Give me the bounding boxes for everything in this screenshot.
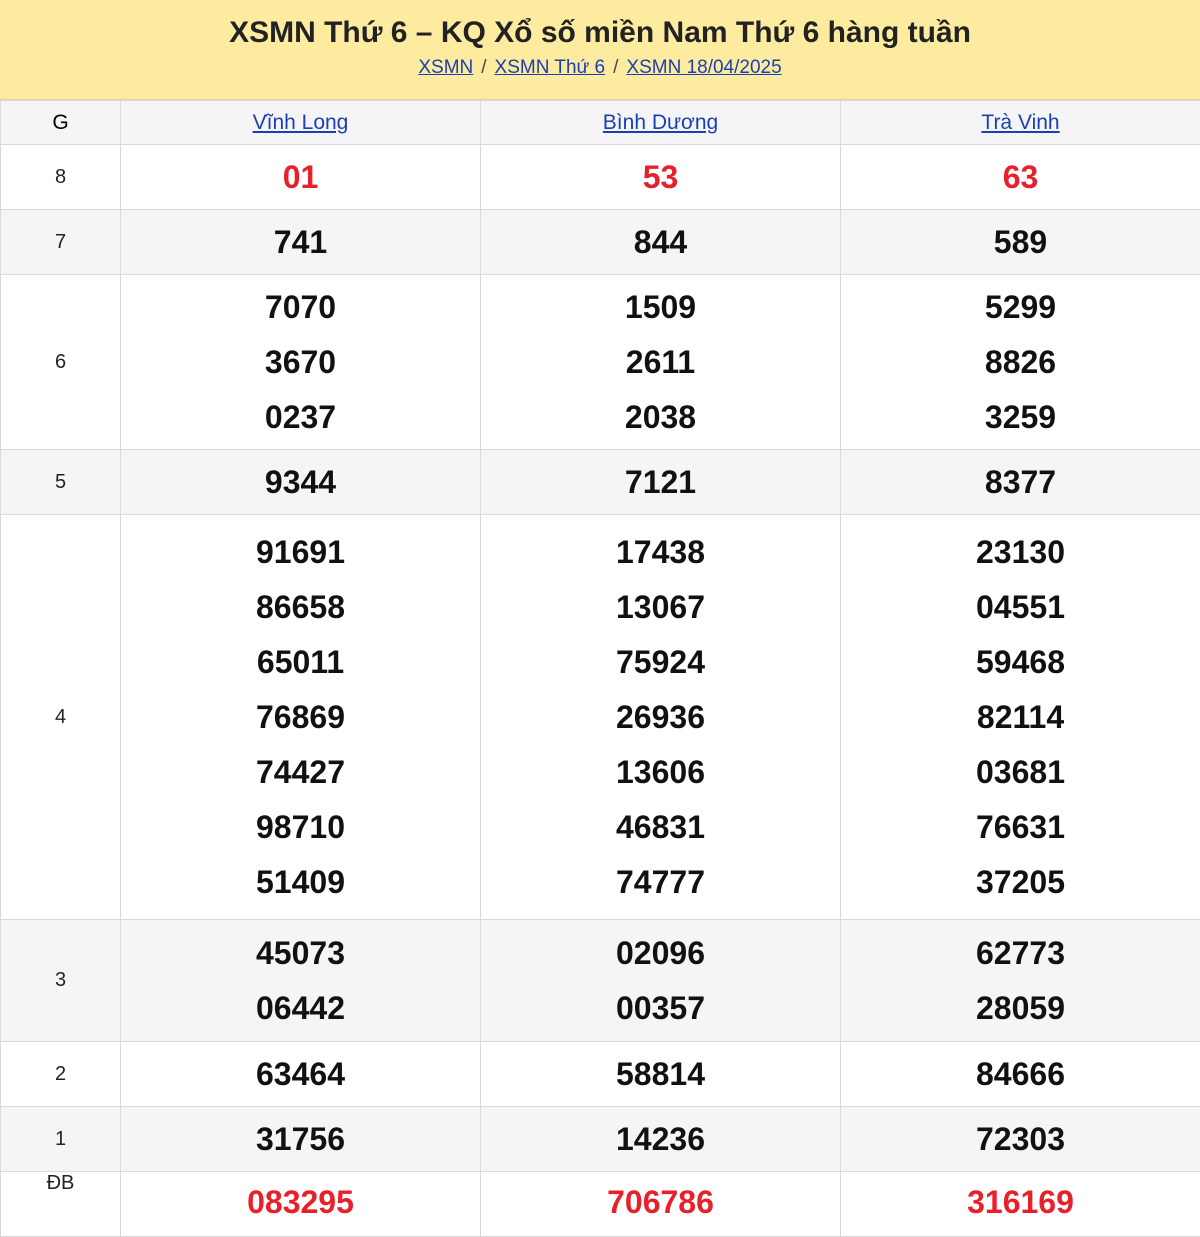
table-header-row	[1, 101, 1200, 145]
province-header-vinh-long	[121, 101, 481, 145]
prize-label: 3	[1, 920, 121, 1042]
result-number: 75924	[481, 635, 840, 690]
prize-row	[1, 275, 1200, 450]
result-cell	[481, 450, 841, 515]
breadcrumb-link-date[interactable]: XSMN 18/04/2025	[626, 57, 781, 78]
result-cell	[121, 210, 481, 275]
result-number: 63	[841, 150, 1200, 205]
result-number: 74427	[121, 745, 480, 800]
result-number: 82114	[841, 690, 1200, 745]
result-number: 0237	[121, 390, 480, 445]
page-header	[0, 0, 1200, 100]
result-number: 59468	[841, 635, 1200, 690]
result-cell	[481, 1172, 841, 1237]
prize-row	[1, 210, 1200, 275]
prize-row	[1, 450, 1200, 515]
result-number: 3670	[121, 335, 480, 390]
province-link-tra-vinh[interactable]: Trà Vinh	[981, 111, 1059, 134]
result-cell	[121, 515, 481, 920]
results-table	[0, 100, 1200, 1237]
result-number: 2038	[481, 390, 840, 445]
result-number: 5299	[841, 280, 1200, 335]
result-number: 00357	[481, 981, 840, 1036]
result-number: 76869	[121, 690, 480, 745]
result-cell	[481, 920, 841, 1042]
result-cell	[481, 515, 841, 920]
province-link-vinh-long[interactable]: Vĩnh Long	[253, 111, 349, 134]
result-number: 13067	[481, 580, 840, 635]
prize-row	[1, 515, 1200, 920]
result-cell	[481, 1107, 841, 1172]
result-number: 84666	[841, 1047, 1200, 1102]
prize-row	[1, 1107, 1200, 1172]
result-number: 65011	[121, 635, 480, 690]
result-cell	[841, 1042, 1200, 1107]
result-number: 74777	[481, 855, 840, 910]
prize-label: 2	[1, 1042, 121, 1107]
result-cell	[481, 145, 841, 210]
result-number: 62773	[841, 926, 1200, 981]
result-cell	[841, 1172, 1200, 1237]
result-cell	[481, 275, 841, 450]
prize-row	[1, 1042, 1200, 1107]
result-number: 53	[481, 150, 840, 205]
prize-label: 6	[1, 275, 121, 450]
result-number: 083295	[121, 1172, 480, 1232]
result-number: 03681	[841, 745, 1200, 800]
prize-row	[1, 920, 1200, 1042]
result-cell	[121, 450, 481, 515]
result-number: 98710	[121, 800, 480, 855]
result-number: 26936	[481, 690, 840, 745]
result-number: 741	[121, 215, 480, 270]
result-number: 3259	[841, 390, 1200, 445]
result-cell	[121, 1172, 481, 1237]
prize-label: 7	[1, 210, 121, 275]
result-number: 8826	[841, 335, 1200, 390]
result-number: 04551	[841, 580, 1200, 635]
result-number: 86658	[121, 580, 480, 635]
result-number: 58814	[481, 1047, 840, 1102]
result-cell	[121, 1042, 481, 1107]
result-number: 706786	[481, 1172, 840, 1232]
results-body	[1, 145, 1200, 1237]
result-number: 2611	[481, 335, 840, 390]
result-number: 76631	[841, 800, 1200, 855]
result-cell	[121, 1107, 481, 1172]
result-cell	[841, 920, 1200, 1042]
breadcrumb-separator: /	[613, 57, 618, 78]
result-cell	[841, 515, 1200, 920]
breadcrumb-separator: /	[481, 57, 486, 78]
result-number: 8377	[841, 455, 1200, 510]
breadcrumb	[0, 57, 1200, 79]
result-number: 72303	[841, 1112, 1200, 1167]
result-number: 91691	[121, 525, 480, 580]
result-number: 14236	[481, 1112, 840, 1167]
result-number: 46831	[481, 800, 840, 855]
prize-label: ĐB	[1, 1172, 121, 1237]
result-number: 7121	[481, 455, 840, 510]
result-cell	[841, 275, 1200, 450]
province-link-binh-duong[interactable]: Bình Dương	[603, 111, 718, 134]
result-cell	[121, 145, 481, 210]
result-number: 17438	[481, 525, 840, 580]
result-cell	[121, 920, 481, 1042]
result-cell	[841, 145, 1200, 210]
result-number: 51409	[121, 855, 480, 910]
result-cell	[481, 210, 841, 275]
result-cell	[481, 1042, 841, 1107]
result-number: 589	[841, 215, 1200, 270]
result-number: 7070	[121, 280, 480, 335]
prize-row	[1, 1172, 1200, 1237]
result-cell	[841, 1107, 1200, 1172]
prize-label: 4	[1, 515, 121, 920]
result-number: 31756	[121, 1112, 480, 1167]
result-cell	[841, 210, 1200, 275]
breadcrumb-link-xsmn[interactable]: XSMN	[418, 57, 473, 78]
result-number: 844	[481, 215, 840, 270]
prize-column-header: G	[1, 101, 121, 145]
result-number: 45073	[121, 926, 480, 981]
result-number: 13606	[481, 745, 840, 800]
result-number: 9344	[121, 455, 480, 510]
result-number: 28059	[841, 981, 1200, 1036]
result-number: 37205	[841, 855, 1200, 910]
result-number: 316169	[841, 1172, 1200, 1232]
prize-label: 1	[1, 1107, 121, 1172]
result-number: 01	[121, 150, 480, 205]
result-number: 23130	[841, 525, 1200, 580]
result-cell	[841, 450, 1200, 515]
page-title: XSMN Thứ 6 – KQ Xổ số miền Nam Thứ 6 hàng tuần	[0, 0, 1200, 51]
result-number: 1509	[481, 280, 840, 335]
prize-row	[1, 145, 1200, 210]
province-header-tra-vinh	[841, 101, 1200, 145]
prize-label: 8	[1, 145, 121, 210]
result-number: 02096	[481, 926, 840, 981]
result-number: 06442	[121, 981, 480, 1036]
breadcrumb-link-xsmn-thu-6[interactable]: XSMN Thứ 6	[495, 57, 606, 78]
result-number: 63464	[121, 1047, 480, 1102]
result-cell	[121, 275, 481, 450]
province-header-binh-duong	[481, 101, 841, 145]
prize-label: 5	[1, 450, 121, 515]
